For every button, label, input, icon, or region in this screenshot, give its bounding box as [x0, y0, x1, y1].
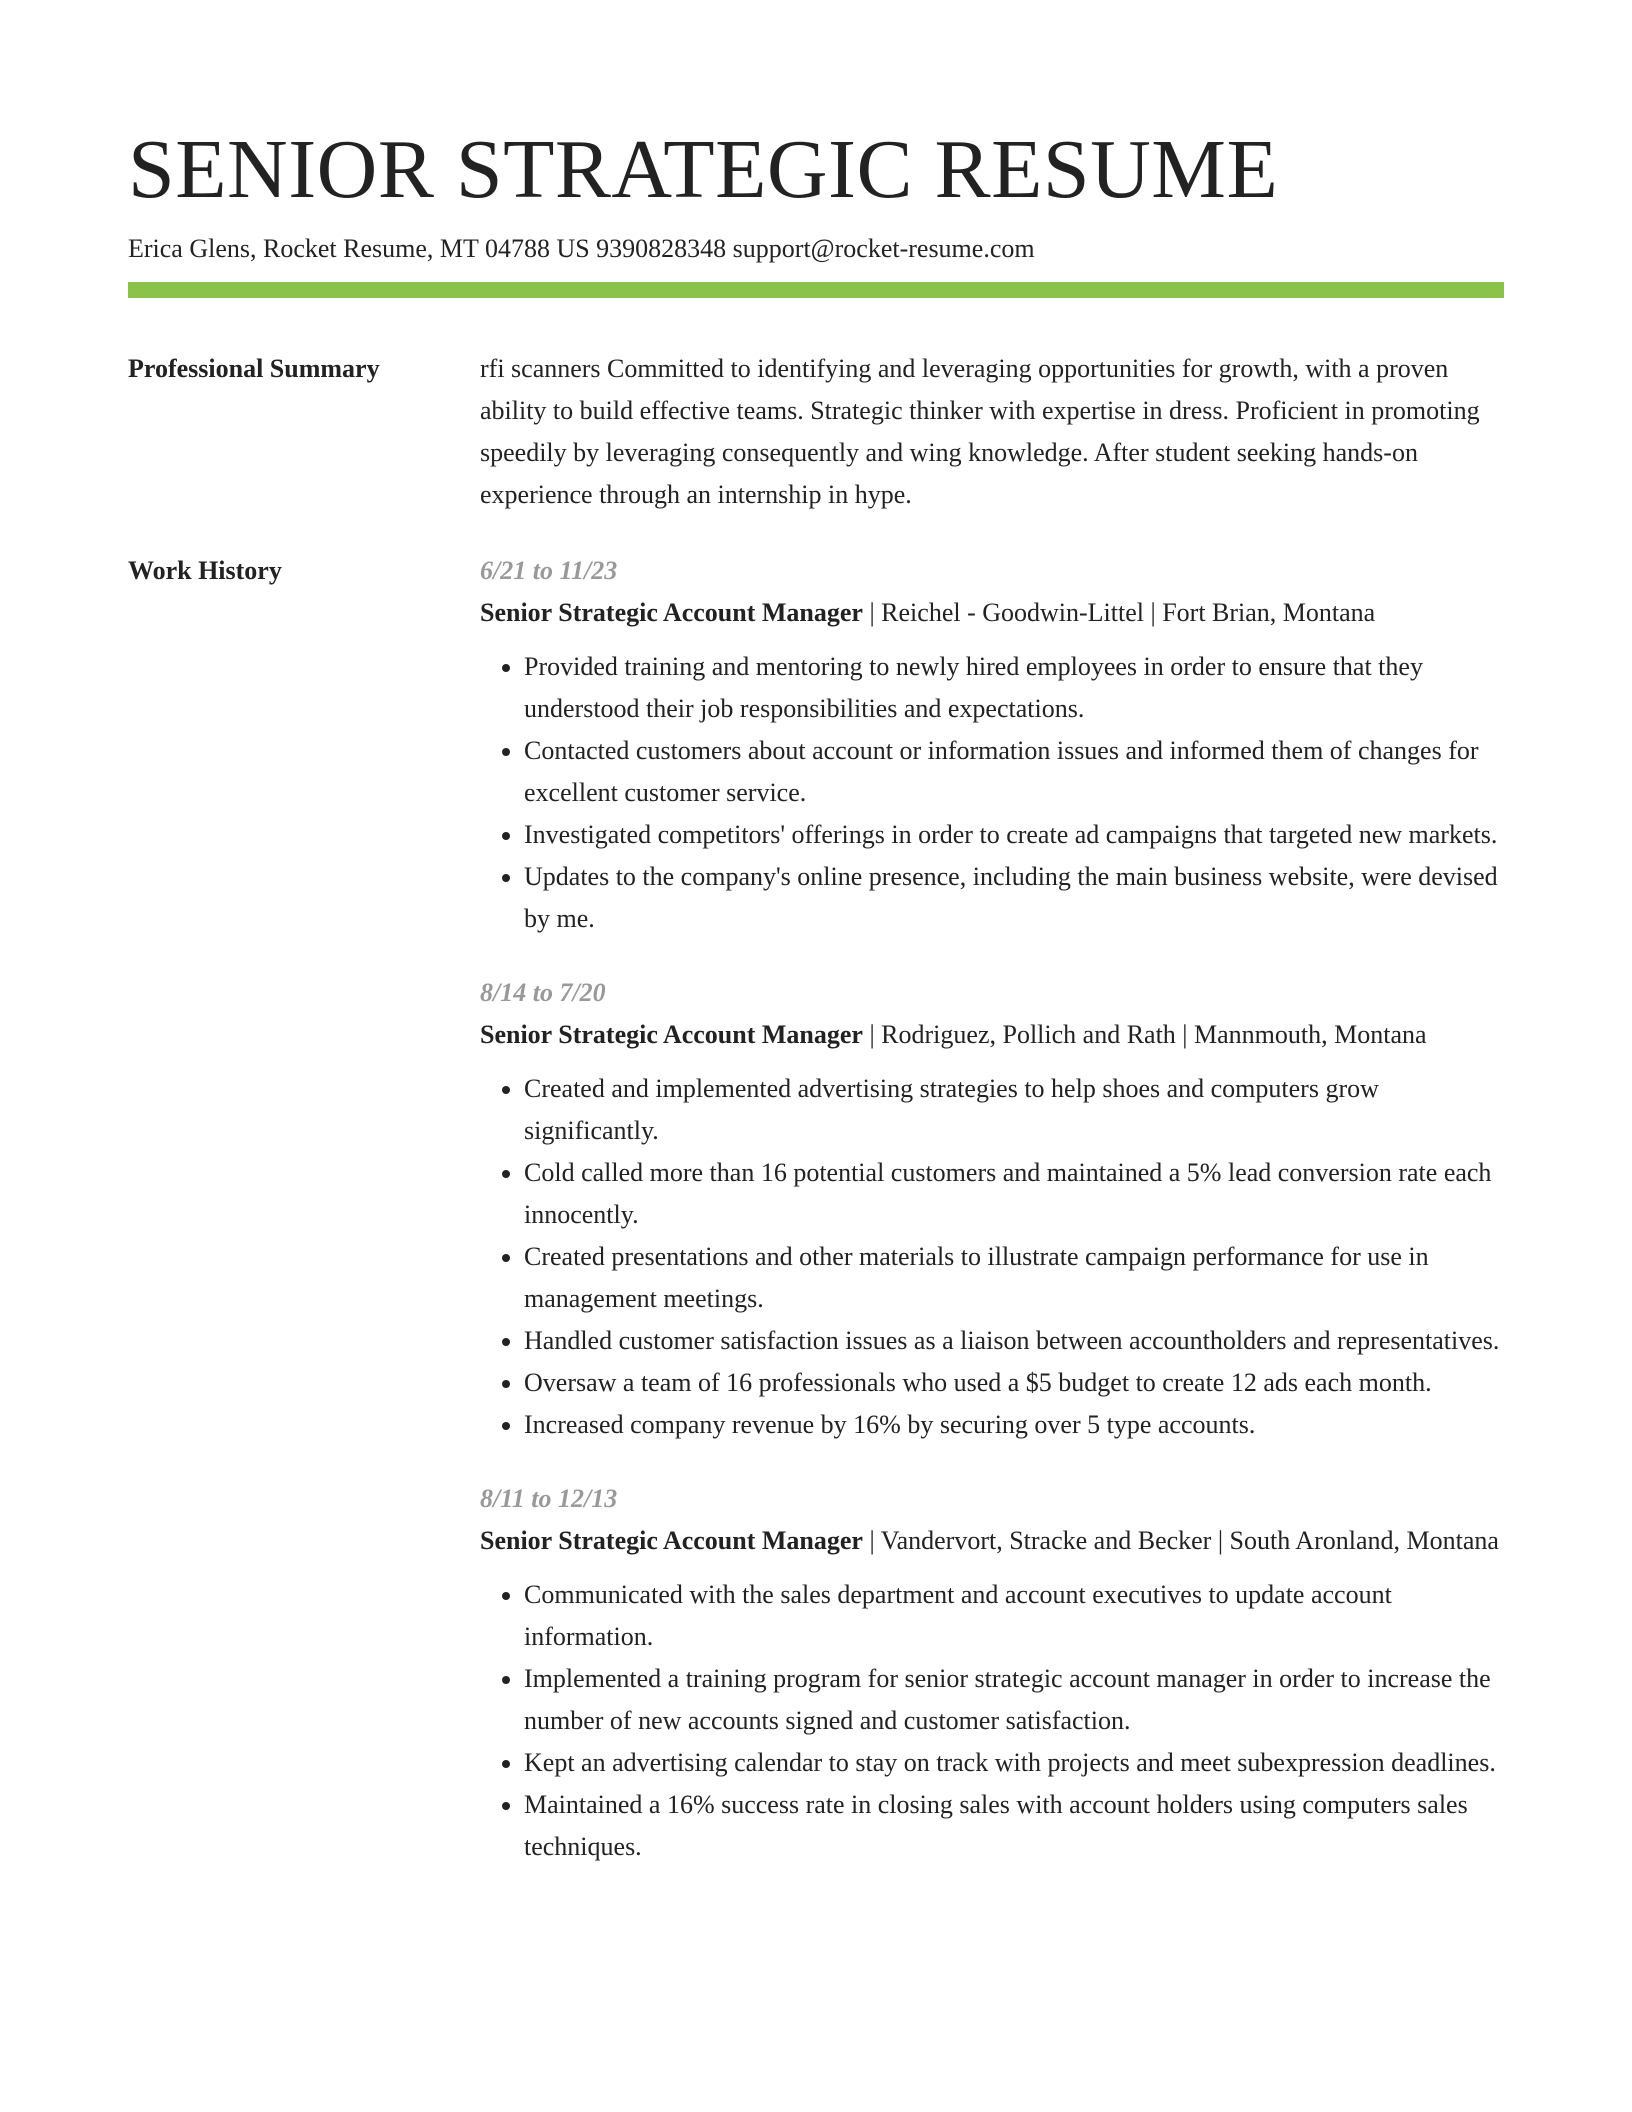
job-title: Senior Strategic Account Manager [480, 1020, 863, 1049]
job-bullets [480, 646, 1504, 940]
job-dates: 6/21 to 11/23 [480, 556, 618, 585]
job-employer-location: | Vandervort, Stracke and Becker | South Aronland, Montana [862, 1526, 1499, 1555]
summary-text: rfi scanners Committed to identifying and leveraging opportunities for growth, with a proven ability to build effective teams. Strategic thinker with expertise in dress. Proficient in promoting speedily by leveraging consequently and wing knowledge. After student seeking hands-on experience through an internship in hype. [480, 354, 1480, 509]
section-label: Work History [128, 556, 282, 585]
job-entry [480, 550, 1504, 940]
job-employer-location: | Reichel - Goodwin-Littel | Fort Brian, Montana [862, 598, 1376, 627]
job-title: Senior Strategic Account Manager [480, 598, 863, 627]
list-item: • Oversaw a team of 16 professionals who used a $5 budget to create 12 ads each month. [524, 1362, 1504, 1404]
job-bullets [480, 1574, 1504, 1868]
list-item: • Created and implemented advertising strategies to help shoes and computers grow significantly. [524, 1068, 1504, 1152]
job-title: Senior Strategic Account Manager [480, 1526, 863, 1555]
job-entry [480, 972, 1504, 1446]
job-dates: 8/11 to 12/13 [480, 1484, 618, 1513]
job-entry [480, 1478, 1504, 1868]
accent-divider [128, 282, 1504, 298]
list-item: • Created presentations and other materials to illustrate campaign performance for use in management meetings. [524, 1236, 1504, 1320]
list-item: • Kept an advertising calendar to stay on track with projects and meet subexpression deadlines. [524, 1742, 1504, 1784]
resume-title: SENIOR STRATEGIC RESUME [128, 123, 1279, 216]
contact-line: Erica Glens, Rocket Resume, MT 04788 US 9390828348 support@rocket-resume.com [128, 234, 1035, 263]
list-item: • Updates to the company's online presence, including the main business website, were devised by me. [524, 856, 1504, 940]
list-item: • Cold called more than 16 potential customers and maintained a 5% lead conversion rate each innocently. [524, 1152, 1504, 1236]
job-heading [480, 592, 1504, 634]
list-item: • Increased company revenue by 16% by securing over 5 type accounts. [524, 1404, 1504, 1446]
list-item: • Contacted customers about account or information issues and informed them of changes for excellent customer service. [524, 730, 1504, 814]
job-bullets [480, 1068, 1504, 1446]
list-item: • Provided training and mentoring to newly hired employees in order to ensure that they understood their job responsibilities and expectations. [524, 646, 1504, 730]
job-employer-location: | Rodriguez, Pollich and Rath | Mannmouth, Montana [862, 1020, 1427, 1049]
professional-summary-section [128, 348, 1504, 516]
job-heading [480, 1520, 1504, 1562]
list-item: • Investigated competitors' offerings in order to create ad campaigns that targeted new markets. [524, 814, 1504, 856]
resume-page [128, 0, 1504, 1900]
section-body [480, 550, 1504, 1900]
list-item: • Communicated with the sales department and account executives to update account information. [524, 1574, 1504, 1658]
section-label: Professional Summary [128, 354, 380, 383]
job-heading [480, 1014, 1504, 1056]
work-history-section [128, 550, 1504, 1900]
list-item: • Implemented a training program for senior strategic account manager in order to increase the number of new accounts signed and customer satisfaction. [524, 1658, 1504, 1742]
job-dates: 8/14 to 7/20 [480, 978, 606, 1007]
list-item: • Handled customer satisfaction issues as a liaison between accountholders and representatives. [524, 1320, 1504, 1362]
section-body [480, 348, 1504, 516]
list-item: • Maintained a 16% success rate in closing sales with account holders using computers sales techniques. [524, 1784, 1504, 1868]
